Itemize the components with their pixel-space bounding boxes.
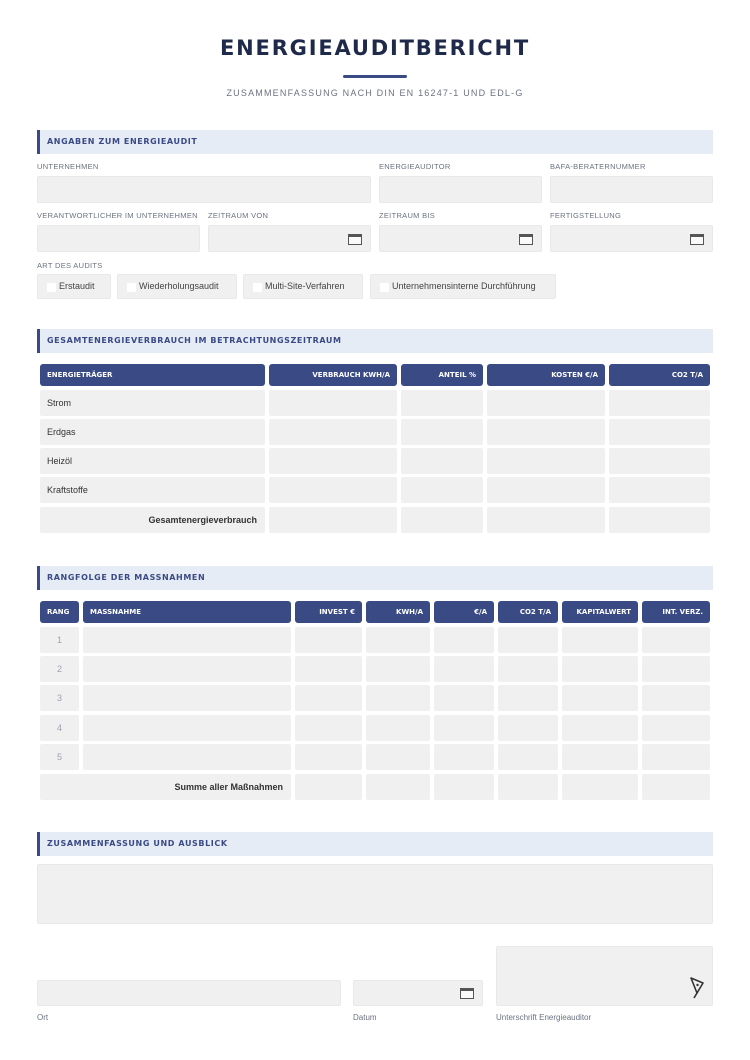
euro-cell[interactable]: [434, 715, 494, 741]
cost-cell[interactable]: [487, 448, 605, 474]
calendar-icon[interactable]: [348, 234, 362, 245]
capital-value-cell[interactable]: [562, 656, 638, 682]
column-header-int-verz: INT. VERZ.: [642, 601, 710, 623]
pen-nib-icon: [688, 977, 706, 999]
kwh-cell[interactable]: [366, 685, 430, 711]
audit-type-checkbox-multi-site[interactable]: [243, 274, 363, 299]
co2-cell[interactable]: [609, 419, 710, 445]
cost-cell[interactable]: [487, 390, 605, 416]
total-share-cell[interactable]: [401, 507, 483, 533]
invest-cell[interactable]: [295, 744, 362, 770]
capital-value-cell[interactable]: [562, 627, 638, 653]
kwh-cell[interactable]: [366, 656, 430, 682]
invest-cell[interactable]: [295, 685, 362, 711]
document-subtitle: ZUSAMMENFASSUNG NACH DIN EN 16247-1 UND EDL-G: [226, 88, 524, 98]
energy-carrier-label: Strom: [40, 390, 265, 416]
signature-field[interactable]: [496, 946, 713, 1006]
period-to-label: ZEITRAUM BIS: [379, 211, 436, 220]
total-consumption-label: Gesamtenergieverbrauch: [40, 507, 265, 533]
bafa-label: BAFA-BERATERNUMMER: [550, 162, 646, 171]
total-consumption-cell[interactable]: [269, 507, 397, 533]
co2-cell[interactable]: [609, 390, 710, 416]
title-underline: [343, 75, 407, 78]
place-label: Ort: [37, 1013, 49, 1022]
column-header-energietraeger: ENERGIETRÄGER: [40, 364, 265, 386]
column-header-kapitalwert: KAPITALWERT: [562, 601, 638, 623]
interest-cell[interactable]: [642, 685, 710, 711]
measure-cell[interactable]: [83, 627, 291, 653]
checkbox-icon[interactable]: [127, 283, 136, 292]
capital-value-cell[interactable]: [562, 744, 638, 770]
energy-carrier-label: Erdgas: [40, 419, 265, 445]
energy-carrier-label: Kraftstoffe: [40, 477, 265, 503]
capital-value-cell[interactable]: [562, 715, 638, 741]
total-invest-cell[interactable]: [295, 774, 362, 800]
section-header-measures-ranking: RANGFOLGE DER MASSNAHMEN: [37, 566, 713, 590]
audit-type-checkbox-intern[interactable]: [370, 274, 556, 299]
consumption-cell[interactable]: [269, 448, 397, 474]
rank-number: 2: [40, 656, 79, 682]
total-cost-cell[interactable]: [487, 507, 605, 533]
date-field[interactable]: [353, 980, 483, 1006]
euro-cell[interactable]: [434, 744, 494, 770]
company-label: UNTERNEHMEN: [37, 162, 99, 171]
period-from-label: ZEITRAUM VON: [208, 211, 269, 220]
measure-cell[interactable]: [83, 685, 291, 711]
responsible-label: VERANTWORTLICHER IM UNTERNEHMEN: [37, 211, 198, 220]
bafa-number-field[interactable]: [550, 176, 713, 203]
energy-carrier-label: Heizöl: [40, 448, 265, 474]
measure-cell[interactable]: [83, 715, 291, 741]
date-label: Datum: [353, 1013, 377, 1022]
consumption-cell[interactable]: [269, 477, 397, 503]
euro-cell[interactable]: [434, 656, 494, 682]
checkbox-label: Unternehmensinterne Durchführung: [392, 281, 536, 291]
section-header-audit-info: ANGABEN ZUM ENERGIEAUDIT: [37, 130, 713, 154]
auditor-field[interactable]: [379, 176, 542, 203]
share-cell[interactable]: [401, 477, 483, 503]
place-field[interactable]: [37, 980, 341, 1006]
document-title: ENERGIEAUDITBERICHT: [220, 36, 530, 60]
checkbox-icon[interactable]: [380, 283, 389, 292]
column-header-invest: INVEST €: [295, 601, 362, 623]
euro-cell[interactable]: [434, 685, 494, 711]
checkbox-label: Erstaudit: [59, 281, 95, 291]
checkbox-label: Multi-Site-Verfahren: [265, 281, 345, 291]
interest-cell[interactable]: [642, 656, 710, 682]
audit-type-checkbox-wiederholungsaudit[interactable]: [117, 274, 237, 299]
cost-cell[interactable]: [487, 419, 605, 445]
co2-cell[interactable]: [498, 715, 558, 741]
checkbox-label: Wiederholungsaudit: [139, 281, 219, 291]
share-cell[interactable]: [401, 390, 483, 416]
capital-value-cell[interactable]: [562, 685, 638, 711]
kwh-cell[interactable]: [366, 744, 430, 770]
interest-cell[interactable]: [642, 627, 710, 653]
completion-date-field[interactable]: [550, 225, 713, 252]
co2-cell[interactable]: [498, 685, 558, 711]
co2-cell[interactable]: [609, 477, 710, 503]
kwh-cell[interactable]: [366, 715, 430, 741]
column-header-anteil: ANTEIL %: [401, 364, 483, 386]
share-cell[interactable]: [401, 448, 483, 474]
consumption-cell[interactable]: [269, 390, 397, 416]
invest-cell[interactable]: [295, 656, 362, 682]
column-header-kosten: KOSTEN €/A: [487, 364, 605, 386]
euro-cell[interactable]: [434, 627, 494, 653]
interest-cell[interactable]: [642, 715, 710, 741]
signature-label: Unterschrift Energieauditor: [496, 1013, 592, 1022]
checkbox-icon[interactable]: [253, 283, 262, 292]
section-header-summary: ZUSAMMENFASSUNG UND AUSBLICK: [37, 832, 713, 856]
share-cell[interactable]: [401, 419, 483, 445]
calendar-icon[interactable]: [690, 234, 704, 245]
column-header-euro: €/A: [434, 601, 494, 623]
invest-cell[interactable]: [295, 627, 362, 653]
total-co2-cell[interactable]: [609, 507, 710, 533]
total-euro-cell[interactable]: [434, 774, 494, 800]
total-capital-value-cell[interactable]: [562, 774, 638, 800]
co2-cell[interactable]: [609, 448, 710, 474]
calendar-icon[interactable]: [519, 234, 533, 245]
column-header-kwh: KWH/A: [366, 601, 430, 623]
column-header-massnahme: MASSNAHME: [83, 601, 291, 623]
section-header-energy-consumption: GESAMTENERGIEVERBRAUCH IM BETRACHTUNGSZEITRAUM: [37, 329, 713, 353]
rank-number: 5: [40, 744, 79, 770]
consumption-cell[interactable]: [269, 419, 397, 445]
co2-cell[interactable]: [498, 744, 558, 770]
kwh-cell[interactable]: [366, 627, 430, 653]
audit-type-checkbox-erstaudit[interactable]: [37, 274, 111, 299]
invest-cell[interactable]: [295, 715, 362, 741]
calendar-icon[interactable]: [460, 988, 474, 999]
completion-label: FERTIGSTELLUNG: [550, 211, 622, 220]
cost-cell[interactable]: [487, 477, 605, 503]
rank-number: 3: [40, 685, 79, 711]
total-co2-cell[interactable]: [498, 774, 558, 800]
interest-cell[interactable]: [642, 744, 710, 770]
rank-number: 4: [40, 715, 79, 741]
column-header-co2: CO2 T/A: [609, 364, 710, 386]
measure-cell[interactable]: [83, 656, 291, 682]
period-to-date-field[interactable]: [379, 225, 542, 252]
period-from-date-field[interactable]: [208, 225, 371, 252]
total-kwh-cell[interactable]: [366, 774, 430, 800]
measures-total-label: Summe aller Maßnahmen: [40, 774, 291, 800]
total-interest-cell[interactable]: [642, 774, 710, 800]
checkbox-icon[interactable]: [47, 283, 56, 292]
column-header-verbrauch: VERBRAUCH KWH/A: [269, 364, 397, 386]
column-header-co2: CO2 T/A: [498, 601, 558, 623]
company-field[interactable]: [37, 176, 371, 203]
co2-cell[interactable]: [498, 656, 558, 682]
auditor-label: ENERGIEAUDITOR: [379, 162, 451, 171]
column-header-rang: RANG: [40, 601, 79, 623]
summary-textarea[interactable]: [37, 864, 713, 924]
measure-cell[interactable]: [83, 744, 291, 770]
responsible-field[interactable]: [37, 225, 200, 252]
audit-type-label: ART DES AUDITS: [37, 261, 103, 270]
co2-cell[interactable]: [498, 627, 558, 653]
rank-number: 1: [40, 627, 79, 653]
